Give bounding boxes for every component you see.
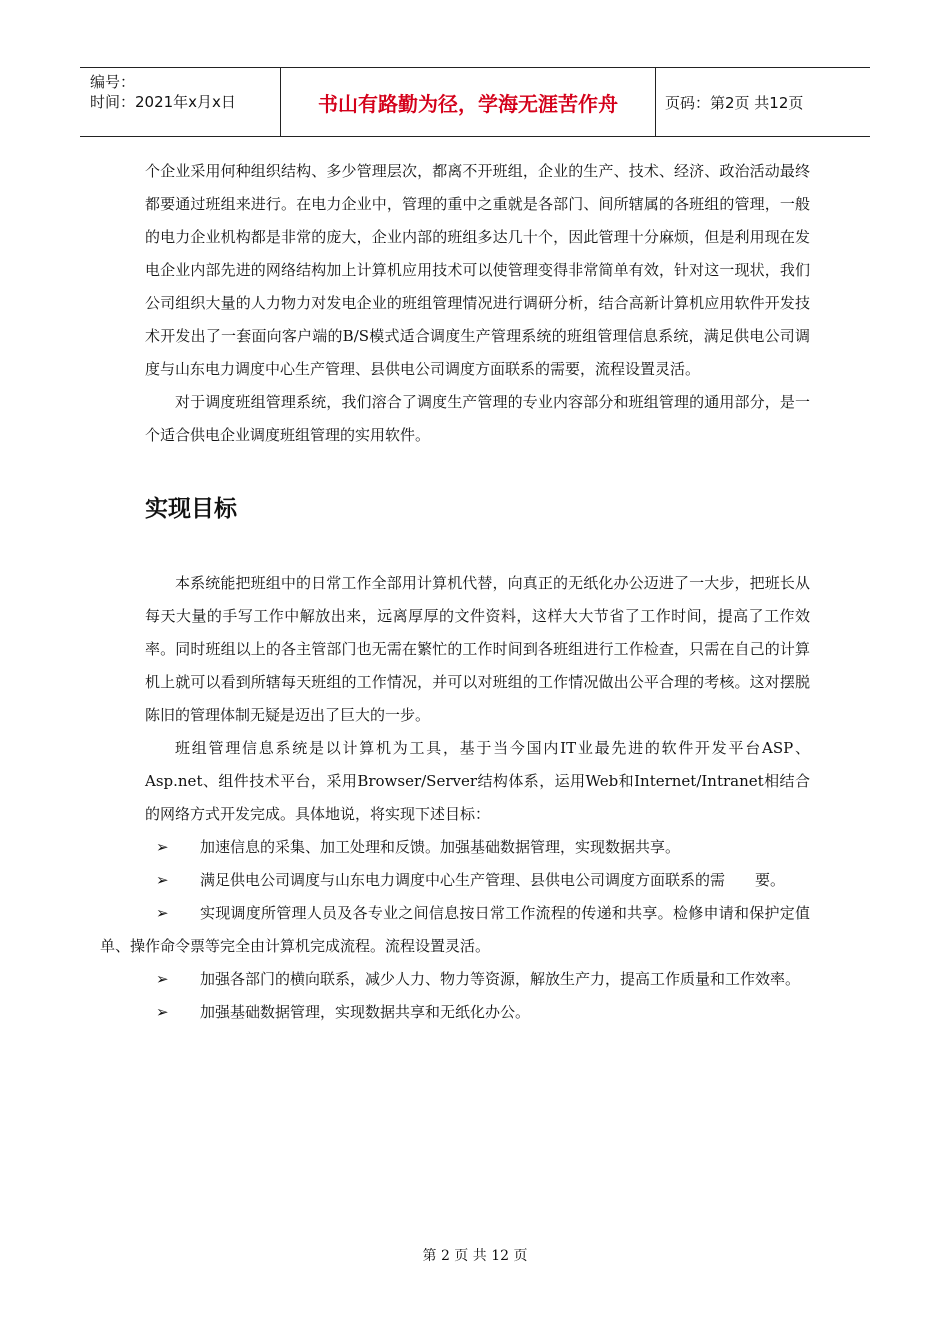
arrow-bullet-icon: ➢ [156,838,169,856]
section-heading-goals: 实现目标 [145,496,237,522]
arrow-bullet-icon: ➢ [156,970,169,988]
arrow-bullet-icon: ➢ [156,904,169,922]
header-meta [80,68,281,136]
paragraph-dispatch: 对于调度班组管理系统，我们溶合了调度生产管理的专业内容部分和班组管理的通用部分，是一个适合供电企业调度班组管理的实用软件。 [145,393,810,444]
arrow-bullet-icon: ➢ [156,1003,169,1021]
list-item-text: 满足供电公司调度与山东电力调度中心生产管理、县供电公司调度方面联系的需 要。 [200,871,786,889]
paragraph-platform: 班组管理信息系统是以计算机为工具，基于当今国内IT业最先进的软件开发平台ASP、Asp.net、组件技术平台，采用Browser/Server结构体系，运用Web和Internet/Intranet相结合的网络方式开发完成。具体地说，将实现下述目标： [145,739,810,823]
list-item-text: 实现调度所管理人员及各专业之间信息按日常工作流程的传递和共享。检修申请和保护定值单、操作命令票等完全由计算机完成流程。流程设置灵活。 [100,904,810,955]
document-time-label: 时间：2021年x月x日 [90,93,236,111]
list-item [100,996,810,1029]
list-item [100,963,810,996]
arrow-bullet-icon: ➢ [156,871,169,889]
document-number-label: 编号： [90,73,136,91]
header-page-info: 页码：第2页 共12页 [665,93,804,112]
paragraph-intro: 个企业采用何种组织结构、多少管理层次，都离不开班组，企业的生产、技术、经济、政治活动最终都要通过班组来进行。在电力企业中，管理的重中之重就是各部门、间所辖属的各班组的管理，一般的电力企业机构都是非常的庞大，企业内部的班组多达几十个，因此管理十分麻烦，但是利用现在发电企业内部先进的网络结构加上计算机应用技术可以使管理变得非常简单有效，针对这一现状，我们公司组织大量的人力物力对发电企业的班组管理情况进行调研分析，结合高新计算机应用软件开发技术开发出了一套面向客户端的B/S模式适合调度生产管理系统的班组管理信息系统，满足供电公司调度与山东电力调度中心生产管理、县供电公司调度方面联系的需要，流程设置灵活。 [145,162,810,378]
list-item-text: 加速信息的采集、加工处理和反馈。加强基础数据管理，实现数据共享。 [200,838,681,856]
page-header [80,67,870,137]
list-item-text: 加强各部门的横向联系，减少人力、物力等资源，解放生产力，提高工作质量和工作效率。 [200,970,801,988]
list-item [100,864,810,897]
list-item [100,897,810,963]
list-item-text: 加强基础数据管理，实现数据共享和无纸化办公。 [200,1003,531,1021]
goals-list [100,831,810,1029]
document-body [100,155,810,1029]
paragraph-goals-intro: 本系统能把班组中的日常工作全部用计算机代替，向真正的无纸化办公迈进了一大步，把班长从每天大量的手写工作中解放出来，远离厚厚的文件资料，这样大大节省了工作时间，提高了工作效率。同时班组以上的各主管部门也无需在繁忙的工作时间到各班组进行工作检查，只需在自己的计算机上就可以看到所辖每天班组的工作情况，并可以对班组的工作情况做出公平合理的考核。这对摆脱陈旧的管理体制无疑是迈出了巨大的一步。 [145,574,810,724]
page-footer: 第 2 页 共 12 页 [422,1248,528,1264]
list-item [100,831,810,864]
header-motto: 书山有路勤为径，学海无涯苦作舟 [281,68,656,136]
